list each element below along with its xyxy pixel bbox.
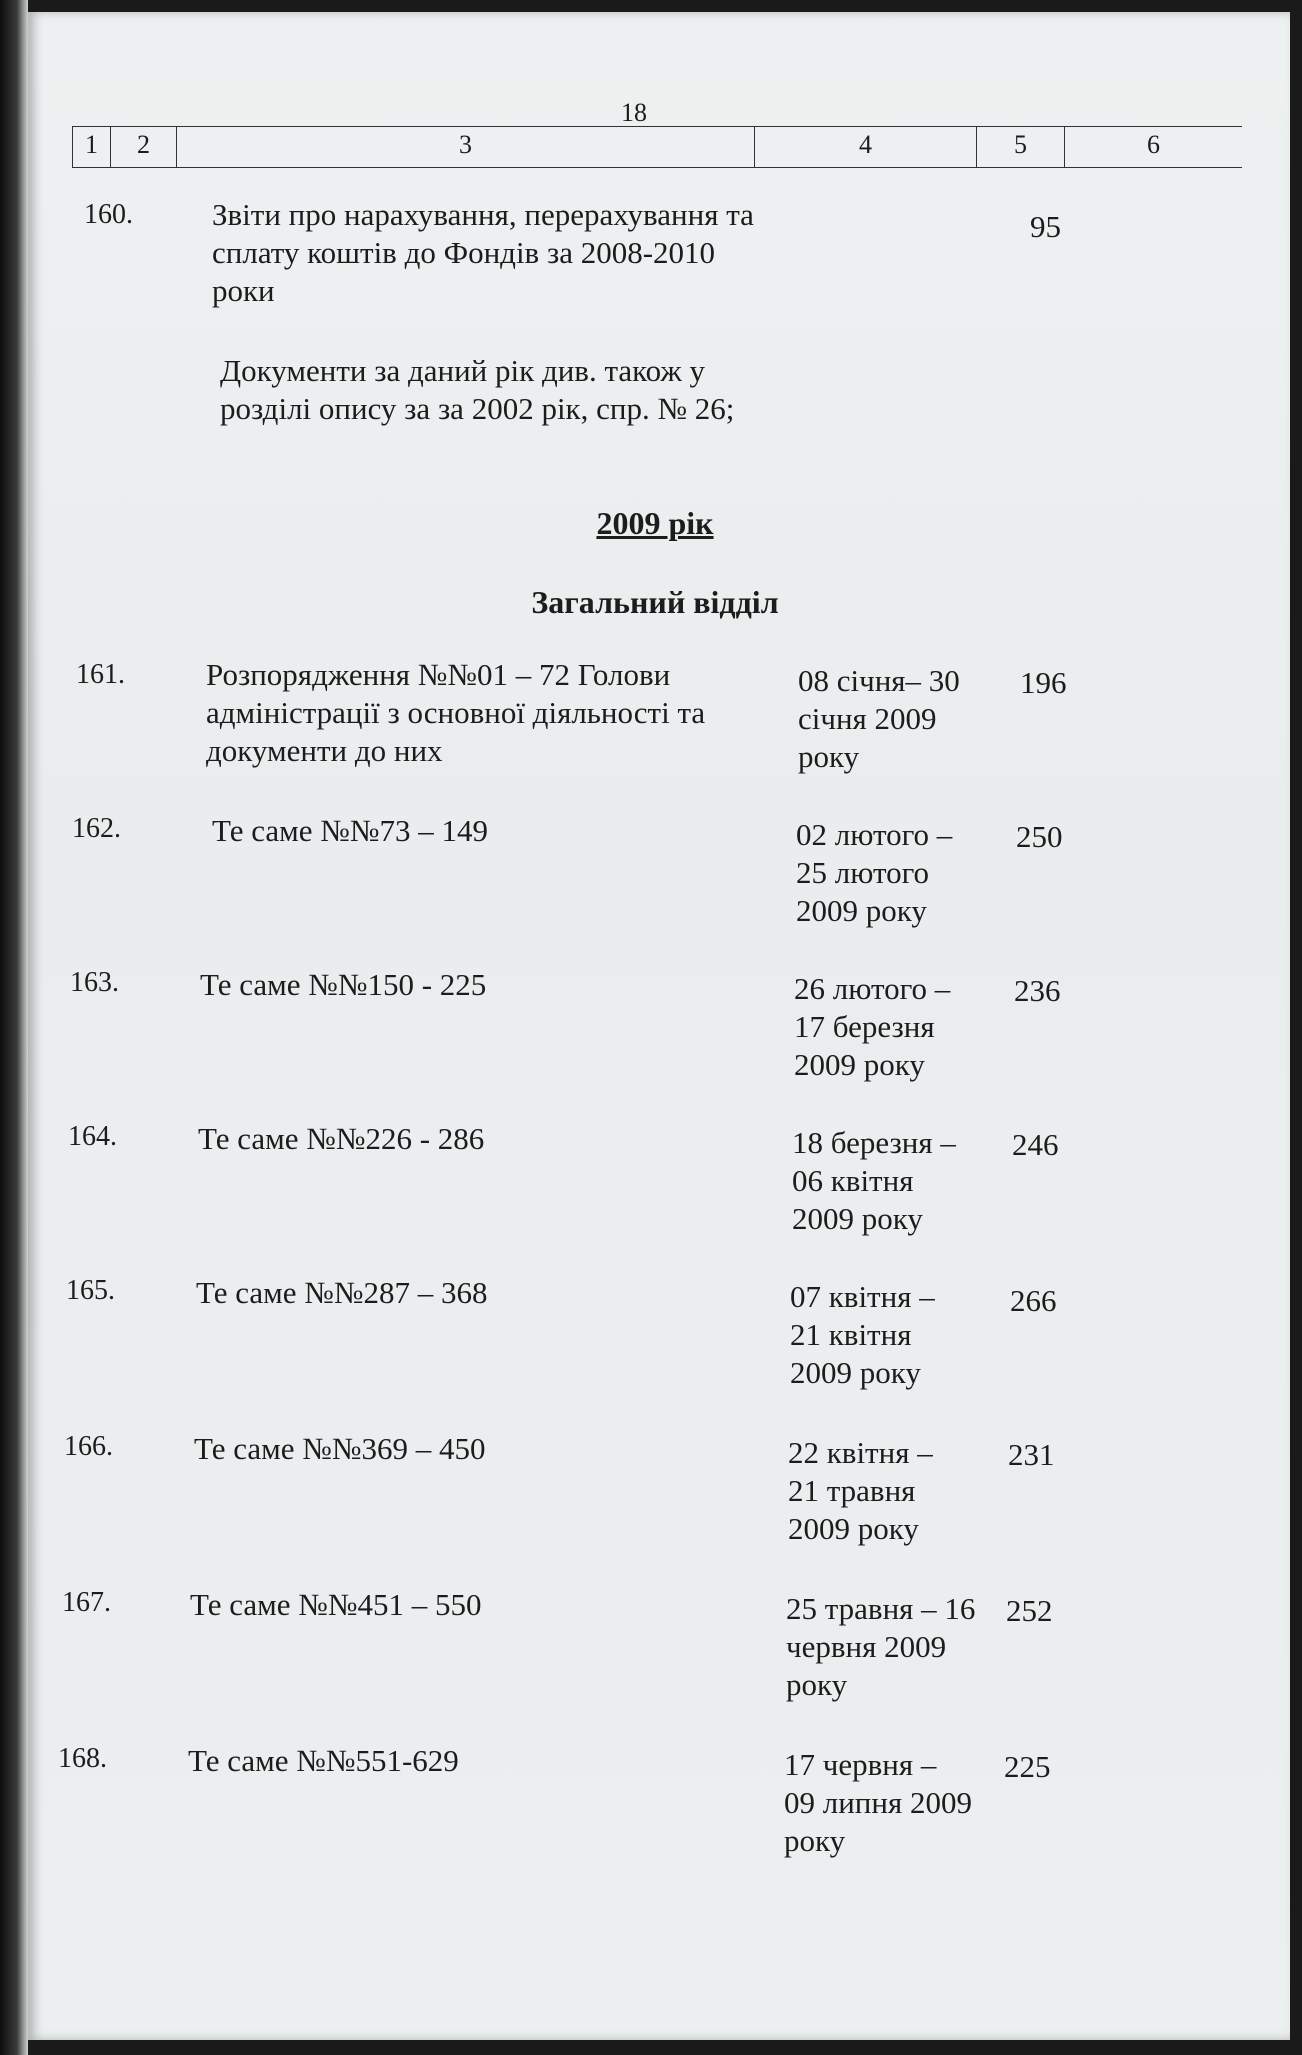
entry-sheets: 246 [1012,1127,1059,1162]
entry-number: 168. [58,1743,107,1774]
column-header-row [72,126,1242,168]
entry-sheets: 225 [1004,1749,1051,1784]
page-number: 18 [621,98,647,127]
column-header-3: 3 [176,127,754,167]
column-header-1: 1 [72,127,110,167]
entry-title: Те саме №№150 - 225 [200,967,487,1002]
entry-sheets: 250 [1016,819,1063,854]
page-edge-shadow [0,0,28,2055]
entry-date-range: 25 травня – 16 червня 2009 року [786,1591,976,1702]
entry-date-range: 07 квітня – 21 квітня 2009 року [790,1279,935,1390]
column-header-6: 6 [1064,127,1242,167]
entry-title: Те саме №№226 - 286 [198,1121,485,1156]
year-heading: 2009 рік [596,505,714,541]
entry-date-range: 22 квітня – 21 травня 2009 року [788,1435,933,1546]
entry-number: 162. [72,813,121,844]
entry-sheets: 252 [1006,1593,1053,1628]
entry-number: 167. [62,1587,111,1618]
column-header-2: 2 [110,127,176,167]
entry-title: Звіти про нарахування, перерахування та сплату коштів до Фондів за 2008-2010 роки [212,197,754,308]
entry-sheets: 95 [1030,209,1061,244]
entry-date-range: 02 лютого – 25 лютого 2009 року [796,817,953,928]
entry-number: 160. [84,199,133,230]
entry-number: 165. [66,1275,115,1306]
section-heading: Загальний відділ [531,584,779,620]
entry-title: Те саме №№451 – 550 [190,1587,482,1622]
entry-number: 161. [76,659,125,690]
document-page [28,12,1290,2040]
entry-title: Те саме №№369 – 450 [194,1431,486,1466]
cross-reference-note: Документи за даний рік див. також у розділі опису за за 2002 рік, спр. № 26; [220,353,735,426]
column-header-4: 4 [754,127,976,167]
entry-sheets: 236 [1014,973,1061,1008]
entry-number: 164. [68,1121,117,1152]
entry-date-range: 08 січня– 30 січня 2009 року [798,663,960,774]
entry-title: Те саме №№73 – 149 [212,813,488,848]
entry-title: Розпорядження №№01 – 72 Голови адміністрації з основної діяльності та документи до них [206,657,706,768]
column-header-5: 5 [976,127,1064,167]
entry-date-range: 18 березня – 06 квітня 2009 року [792,1125,956,1236]
entry-sheets: 266 [1010,1283,1057,1318]
entry-number: 163. [70,967,119,998]
entry-date-range: 17 червня – 09 липня 2009 року [784,1747,972,1858]
entry-sheets: 231 [1008,1437,1055,1472]
bleed-through-text [800,200,808,234]
entry-date-range: 26 лютого – 17 березня 2009 року [794,971,951,1082]
entry-title: Те саме №№551-629 [188,1743,459,1778]
entry-sheets: 196 [1020,665,1067,700]
entry-number: 166. [64,1431,113,1462]
entry-title: Те саме №№287 – 368 [196,1275,488,1310]
